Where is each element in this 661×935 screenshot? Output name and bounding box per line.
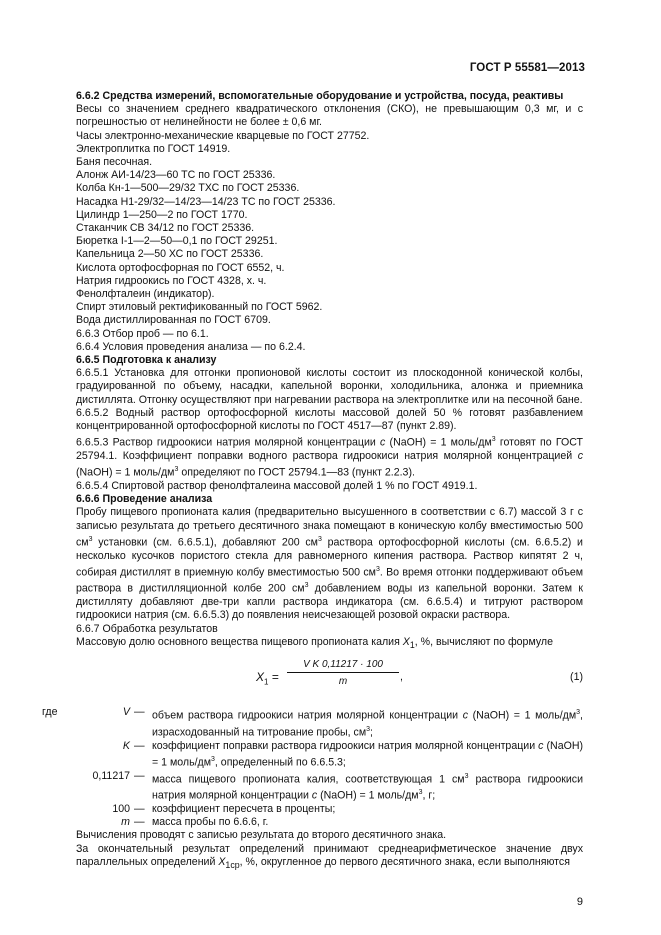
definition-dash: —	[134, 739, 145, 752]
definition-dash: —	[134, 802, 145, 815]
definition-dash: —	[134, 706, 145, 719]
table-row	[42, 803, 583, 816]
paragraph-6654: 6.6.5.4 Спиртовой раствор фенолфталеина массовой долей 1 % по ГОСТ 4919.1.	[76, 479, 478, 492]
formula-denominator: m	[338, 676, 348, 688]
equipment-list	[76, 103, 583, 354]
paragraph-666: Пробу пищевого пропионата калия (предварительно высушенного в соответствии с 6.7) массой 3 г с записью результата до третьего десятичного знака помещают в коническую колбу вместимостью 500 $см^3$ установки (см. 6.6.5.1), добавляют 200 $см^3$ раствора ортофосфорной кислоты (см. 6.6.5.2) и несколько кусочков пористого стекла для равномерного кипения раствора. Раствор кипятят 2 ч, собирая дистиллят в приемную колбу вместимостью 500 $см^3$. Во время отгонки поддерживают объем раствора в дистилляционной колбе 200 $см^3$ добавлением воды из капельной воронки. Затем к дистилляту добавляют две-три капли раствора индикатора (см. 6.6.5.4) и титруют раствором гидроокиси натрия (см. 6.6.5.3) до появления неисчезающей розовой окраски раствора.	[76, 506, 583, 622]
definitions-table	[42, 706, 583, 829]
list-item: Алонж АИ-14/23—60 ТС по ГОСТ 25336.	[76, 169, 276, 182]
page-number: 9	[576, 896, 583, 908]
list-item: Баня песочная.	[76, 156, 153, 169]
list-item: Колба Кн-1—500—29/32 ТХС по ГОСТ 25336.	[76, 182, 300, 195]
formula-lhs: $X_1$ =	[256, 670, 279, 687]
where-label: где	[42, 706, 58, 719]
list-item: Стаканчик СВ 34/12 по ГОСТ 25336.	[76, 222, 255, 235]
table-row	[42, 816, 583, 829]
list-item: Капельница 2—50 ХС по ГОСТ 25336.	[76, 248, 264, 261]
section-title-665: 6.6.5 Подготовка к анализу	[76, 354, 217, 367]
definition-symbol: K	[122, 739, 130, 752]
definition-symbol: m	[121, 816, 130, 829]
list-item: Насадка Н1-29/32—14/23—14/23 ТС по ГОСТ 25336.	[76, 195, 336, 208]
definition-symbol: 0,11217	[92, 769, 130, 782]
formula-1	[76, 658, 583, 704]
definition-text: коэффициент поправки раствора гидроокиси натрия молярной концентрации c (NaOH) = 1 моль/$дм^3$, определенный по 6.6.5.3;	[152, 739, 583, 769]
formula-comma: ,	[400, 671, 403, 684]
table-row	[42, 706, 583, 739]
list-item: 6.6.3 Отбор проб — по 6.1.	[76, 327, 209, 340]
definition-text: объем раствора гидроокиси натрия молярной концентрации c (NaOH) = 1 моль/$дм^3$, израсходованный на титрование пробы, $см^3$;	[152, 709, 583, 739]
definition-text: масса пищевого пропионата калия, соответствующая 1 $см^3$ раствора гидроокиси натрия молярной концентрации c (NaOH) = 1 моль/$дм^3$, г;	[152, 772, 583, 802]
formula-number: (1)	[570, 671, 583, 684]
definition-text: коэффициент пересчета в проценты;	[152, 802, 336, 815]
paragraph-6652: 6.6.5.2 Водный раствор ортофосфорной кислоты массовой долей 50 % готовят разбавлением концентрированной ортофосфорной кислоты по ГОСТ 4517—87 (пункт 2.89).	[76, 406, 583, 433]
definition-text: масса пробы по 6.6.6, г.	[152, 816, 269, 829]
section-title-667: 6.6.7 Обработка результатов	[76, 622, 218, 635]
list-item: 6.6.4 Условия проведения анализа — по 6.2.4.	[76, 340, 306, 353]
closing-paragraph-2: За окончательный результат определений принимают среднеарифметическое значение двух параллельных определений $X_{1ср}$, %, округленное до первого десятичного знака, если выполняются	[76, 842, 583, 870]
standard-header: ГОСТ Р 55581—2013	[469, 62, 585, 74]
formula-intro: Массовую долю основного вещества пищевого пропионата калия $X_1$, %, вычисляют по формуле	[76, 635, 553, 650]
list-item: Кислота ортофосфорная по ГОСТ 6552, ч.	[76, 261, 285, 274]
paragraph-6651: 6.6.5.1 Установка для отгонки пропионовой кислоты состоит из плоскодонной конической колбы, градуированной по объему, насадки, капельной воронки, холодильника, алонжа и приемника дистиллята. Отгонку осуществляют при нагревании раствора на электроплитке или на песочной бане.	[76, 367, 583, 406]
list-item: Вода дистиллированная по ГОСТ 6709.	[76, 314, 271, 327]
table-row	[42, 770, 583, 803]
section-title-662: 6.6.2 Средства измерений, вспомогательные оборудование и устройства, посуда, реактивы	[76, 90, 564, 102]
definition-symbol: 100	[112, 802, 130, 815]
definition-dash: —	[134, 816, 145, 829]
paragraph-6653: 6.6.5.3 Раствор гидроокиси натрия молярной концентрации c (NaOH) = 1 моль/$дм^3$ готовят по ГОСТ 25794.1. Коэффициент поправки водного раствора гидроокиси натрия молярной концентрацией c (NaOH) = 1 моль/$дм^3$ определяют по ГОСТ 25794.1—83 (пункт 2.2.3).	[76, 436, 584, 479]
definition-symbol: V	[122, 706, 130, 719]
list-item: Спирт этиловый ректификованный по ГОСТ 5962.	[76, 301, 323, 314]
formula-numerator: V K 0,11217 · 100	[287, 658, 399, 673]
document-body	[42, 90, 584, 872]
list-item: Весы со значением среднего квадратического отклонения (СКО), не превышающим 0,3 мг, и с погрешностью от нелинейности не более ± 0,6 мг.	[76, 103, 583, 129]
table-row	[42, 740, 583, 770]
section-title-666: 6.6.6 Проведение анализа	[76, 493, 213, 506]
list-item: Натрия гидроокись по ГОСТ 4328, х. ч.	[76, 274, 267, 287]
closing-paragraph-1: Вычисления проводят с записью результата до второго десятичного знака.	[76, 829, 447, 842]
list-item: Цилиндр 1—250—2 по ГОСТ 1770.	[76, 208, 248, 221]
list-item: Фенолфталеин (индикатор).	[76, 288, 215, 301]
list-item: Бюретка I-1—2—50—0,1 по ГОСТ 29251.	[76, 235, 278, 248]
formula-fraction	[287, 658, 399, 688]
definition-dash: —	[134, 769, 145, 782]
list-item: Часы электронно-механические кварцевые по ГОСТ 27752.	[76, 129, 370, 142]
list-item: Электроплитка по ГОСТ 14919.	[76, 142, 231, 155]
